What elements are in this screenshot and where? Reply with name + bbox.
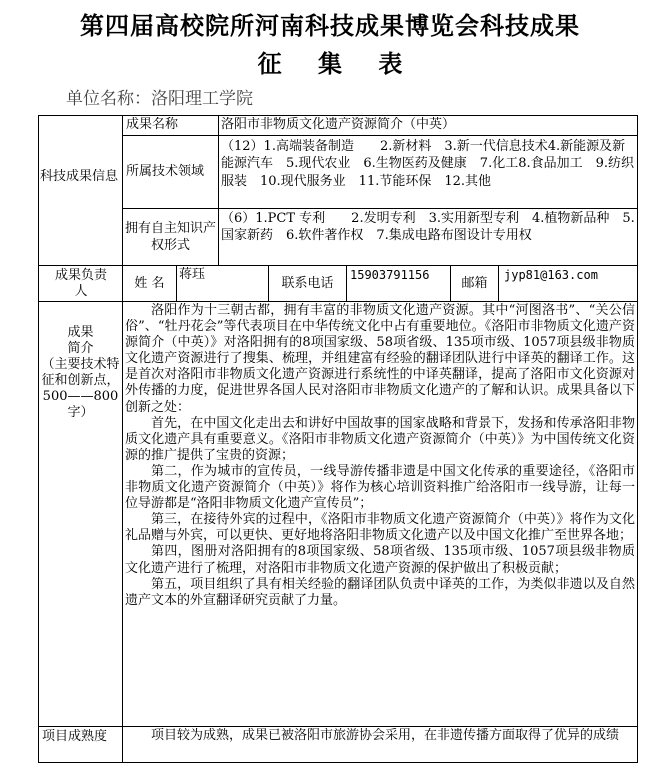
subtitle-char-1: 征 <box>257 49 282 78</box>
unit-name-line <box>66 84 253 109</box>
section-info-label: 科技成果信息 <box>40 169 119 184</box>
unit-name-label: 单位名称： <box>66 89 151 109</box>
ip-form-value: （6）1.PCT 专利 2.发明专利 3.实用新型专利 4.植物新品种 5.国家新药 6.软件著作权 7.集成电路布图设计专用权 <box>221 211 635 244</box>
maturity-text: 项目较为成熟，成果已被洛阳市旅游协会采用，在非遗传播方面取得了优异的成绩 <box>151 728 620 743</box>
owner-label: 成果负责人 <box>54 267 107 299</box>
unit-name-value: 洛阳理工学院 <box>151 89 253 109</box>
subtitle-char-2: 集 <box>318 49 342 78</box>
summary-note: （主要技术特征和创新点，500——800字） <box>41 357 120 420</box>
achievement-name-label: 成果名称 <box>126 117 179 132</box>
document-subtitle <box>0 44 660 79</box>
maturity-value <box>125 728 635 762</box>
tech-field-label: 所属技术领域 <box>126 164 205 179</box>
summary-paragraph-4: 第三，在接待外宾的过程中，《洛阳市非物质文化遗产资源简介（中英）》将作为文化礼品赠与外宾，可以更快、更好地将洛阳非物质文化遗产以及中国文化推广至世界各地； <box>125 512 635 544</box>
phone-label: 联系电话 <box>281 275 334 291</box>
rule-owner-bottom <box>38 301 638 302</box>
rule-email-col <box>498 265 499 301</box>
summary-paragraph-2: 首先，在中国文化走出去和讲好中国故事的国家战略和背景下，发扬和传承洛阳非物质文化遗产具有重要意义。《洛阳市非物质文化遗产资源简介（中英）》为中国传统文化资源的推广提供了宝贵的资源； <box>125 415 635 463</box>
summary-paragraph-6: 第五，项目组织了具有相关经验的翻译团队负责中译英的工作，为类似非遗以及自然遗产文本的外宣翻译研究贡献了力量。 <box>125 576 635 608</box>
rule-name-label-col <box>176 265 177 301</box>
name-label: 姓 名 <box>134 275 165 291</box>
subtitle-char-3: 表 <box>378 49 403 78</box>
name-value: 蒋珏 <box>179 267 206 282</box>
tech-field-value: （12）1.高端装备制造 2.新材料 3.新一代信息技术4.新能源及新能源汽车 5.现代农业 6.生物医药及健康 7.化工8.食品加工 9.纺织服装 10.现代服务业 11.节能环保 12.其他 <box>221 139 635 189</box>
rule-phone-col <box>346 265 347 301</box>
rule-right <box>637 115 638 763</box>
rule-summary-bottom <box>38 726 638 727</box>
document-title: 第四届高校院所河南科技成果博览会科技成果 <box>80 11 580 40</box>
rule-left <box>38 115 39 763</box>
rule-top <box>38 115 638 116</box>
summary-body <box>125 303 635 724</box>
email-label: 邮箱 <box>461 275 488 291</box>
email-value: jyp81@163.com <box>504 268 598 282</box>
rule-label-col <box>122 115 123 763</box>
summary-paragraph-1: 洛阳作为十三朝古都，拥有丰富的非物质文化遗产资源。其中“河图洛书”、“关公信俗”、“牡丹花会”等代表项目在中华传统文化中占有重要地位。《洛阳市非物质文化遗产资源简介（中英）》对洛阳拥有的8项国家级、58项省级、135项市级、1057项县级非物质文化遗产资源进行了搜集、梳理，并组建富有经验的翻译团队进行中译英的翻译工作。这是首次对洛阳市非物质文化遗产资源进行系统性的中译英翻译，提高了洛阳市文化资源对外传播的力度，促进世界各国人民对洛阳市非物质文化遗产的了解和认识。成果具备以下创新之处： <box>125 303 635 415</box>
summary-paragraph-3: 第二，作为城市的宣传员，一线导游传播非遗是中国文化传承的重要途径，《洛阳市非物质文化遗产资源简介（中英）》将作为核心培训资料推广给洛阳市一线导游，让每一位导游都是“洛阳非物质文化遗产宣传员”； <box>125 463 635 512</box>
summary-label-block <box>40 325 121 421</box>
collection-form-table <box>38 115 638 763</box>
achievement-name-value: 洛阳市非物质文化遗产资源简介（中英） <box>221 117 456 132</box>
ip-form-label: 拥有自主知识产权形式 <box>124 221 216 253</box>
summary-paragraph-5: 第四，图册对洛阳拥有的8项国家级、58项省级、135项市级、1057项县级非物质文化遗产进行了梳理，对洛阳市非物质文化遗产资源的保护做出了积极贡献； <box>125 544 635 576</box>
summary-label: 成果简介 <box>67 325 94 356</box>
rule-bottom <box>38 762 638 763</box>
phone-value: 15903791156 <box>350 268 430 282</box>
maturity-label: 项目成熟度 <box>42 729 108 744</box>
